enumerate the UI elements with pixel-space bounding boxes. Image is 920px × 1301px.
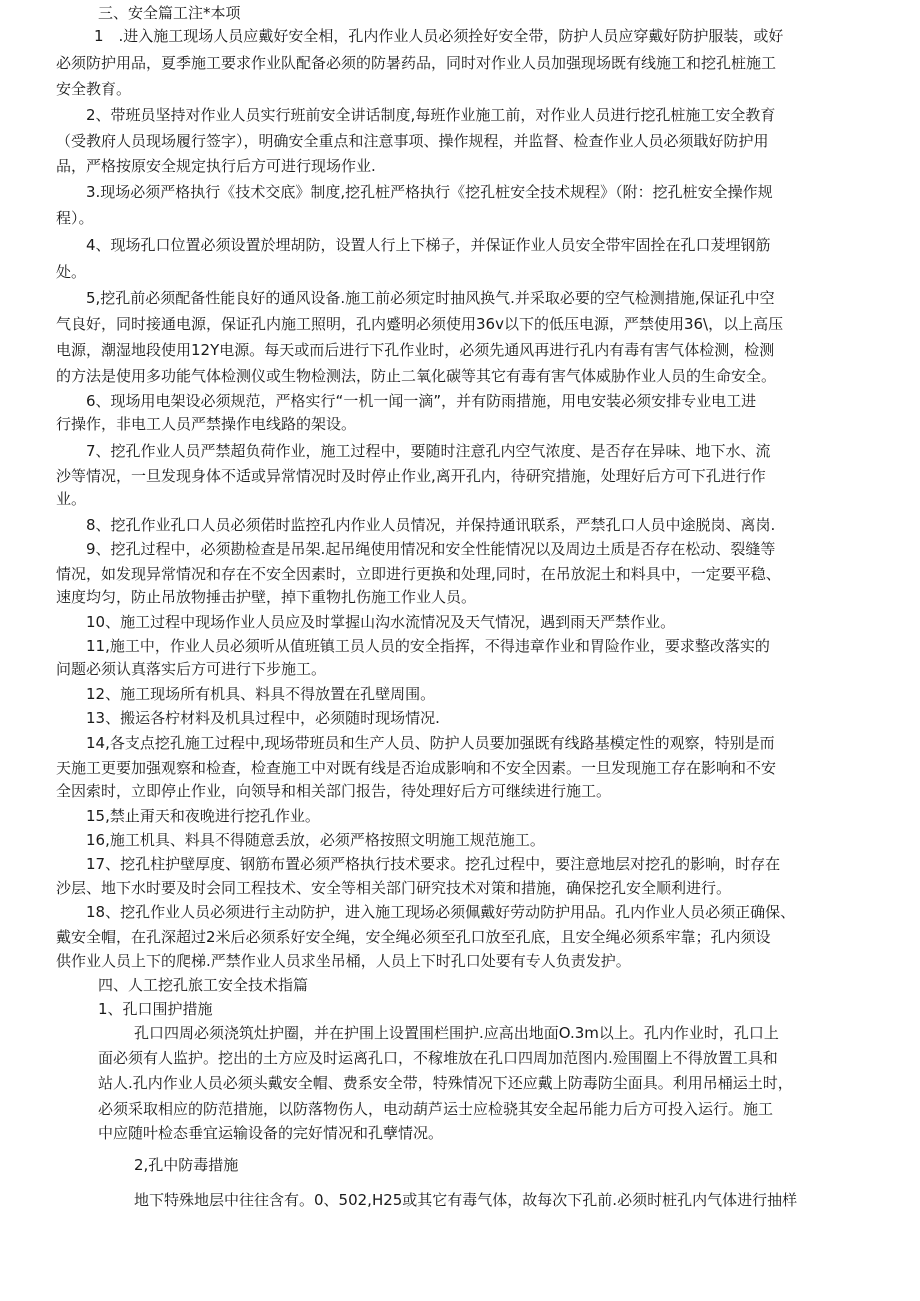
item-17-line-1: 17、挖孔柱护壁厚度、钢筋布置必须严格执行技术要求。挖孔过程中，要注意地层对挖孔的影响，时存在 [86,855,781,873]
item-5-line-2: 气良好，同时接通电源，保证孔内施工照明，孔内蹙明必须使用36v以下的低压电源，严禁使用36\，以上高压 [56,315,784,333]
subsection-1-line-2: 面必须有人监护。挖出的土方应及时运离孔口，不稼堆放在孔口四周加范图内.殓围圈上不得放置工具和 [98,1049,778,1067]
item-7-line-3: 业。 [56,490,87,508]
item-17-line-2: 沙层、地下水时要及时会同工程技术、安全等相关部门研究技术对策和措施，确保挖孔安全顺利进行。 [56,879,732,897]
subsection-1-line-3: 站人.孔内作业人员必须头戴安全帽、费系安全带，特殊情况下还应戴上防毒防尘面具。利用吊桶运土时， [98,1074,793,1092]
item-3-line-2: 程）。 [56,209,94,227]
section-heading-3: 三、安全篇工注*本项 [98,4,241,22]
item-1-line-3: 安全教育。 [56,80,132,98]
item-14-line-2: 天施工更要加强观察和检查，检查施工中对既有线是否迨成影响和不安全因素。一旦发现施工存在影响和不安 [56,759,777,777]
item-9-line-3: 速度均匀，防止吊放物捶击护壁，掉下重物扎伤施工作业人员。 [56,588,477,606]
item-14-line-3: 全因索时，立即停止作业，向领导和相关部门报告，待处理好后方可继续进行施工。 [56,782,612,800]
item-8-line-1: 8、挖孔作业孔口人员必须偌时监控孔内作业人员情况，并保持通讯联系，严禁孔口人员中途脱岗、离岗. [86,516,776,534]
item-11-line-2: 问题必须认真落实后方可进行下步施工。 [56,660,327,678]
item-1-line-1: 1 .进入施工现场人员应戴好安全相，孔内作业人员必须拴好安全带，防护人员应穿戴好防护服装，或好 [94,27,784,45]
item-9-line-1: 9、挖孔过程中，必须勘检查是吊架.起吊绳使用情况和安全性能情况以及周边土质是否存在松动、裂缝等 [86,540,776,558]
subsection-2-line-1: 地下特殊地层中往往含有。0、502,H25或其它有毒气体，故每次下孔前.必须时桩孔内气体进行抽样 [134,1191,798,1209]
item-7-line-2: 沙等情况，一旦发现身体不适或异常情况时及时停止作业,离开孔内，待研究措施，处理好后方可下孔进行作 [56,467,766,485]
item-11-line-1: 11,施工中，作业人员必须听从值班镇工员人员的安全指挥，不得违章作业和胃险作业，要求整改落实的 [86,637,770,655]
subsection-1-line-4: 必须采取相应的防范措施，以防落物伤人，电动葫芦运士应检骁其安全起吊能力后方可投入运行。施工 [98,1100,774,1118]
item-18-line-1: 18、挖孔作业人员必须进行主动防护，进入施工现场必须佩戴好劳动防护用品。孔内作业人员必须正确保、 [86,903,796,921]
item-2-line-3: 品，严格按原安全规定执行后方可进行现场作业. [56,157,376,175]
subsection-1-line-5: 中应随叶检态垂宜运输设备的完好情况和孔孽情况。 [98,1124,444,1142]
item-18-line-2: 戴安全帽，在孔深超过2米后必须系好安全绳，安全绳必须至孔口放至孔底，且安全绳必须系牢靠；孔内须设 [56,928,771,946]
item-6-line-2: 行操作，非电工人员严禁操作电线路的架设。 [56,415,357,433]
item-7-line-1: 7、挖孔作业人员严禁超负荷作业，施工过程中，要随时注意孔内空气浓度、是否存在异味、地下水、流 [86,442,771,460]
item-5-line-1: 5,挖孔前必须配备性能良好的通风设备.施工前必须定时抽风换气.并采取必要的空气检测措施,保证孔中空 [86,289,775,307]
item-2-line-1: 2、带班员坚持对作业人员实行班前安全讲话制度,每班作业施工前，对作业人员进行挖孔桩施工安全教育 [86,106,776,124]
subsection-1-line-1: 孔口四周必须浇筑灶护圈，并在护围上设置围栏围护.应高出地面O.3m以上。孔内作业时，孔口上 [134,1024,779,1042]
item-13-line-1: 13、搬运各柠材料及机具过程中，必须随时现场情况. [86,709,440,727]
subsection-heading-1: 1、孔口围护措施 [98,1000,213,1018]
item-5-line-3: 电源，潮湿地段使用12Y电源。每天或而后进行下孔作业时，必须先通风再进行孔内有毒有害气体检测，检测 [56,341,775,359]
item-6-line-1: 6、现场用电架设必须规范，严格实行“一机一闻一滴”，并有防雨措施，用电安装必须安排专业电工进 [86,392,757,410]
item-16-line-1: 16,施工机具、料具不得随意丢放，必须严格按照文明施工规范施工。 [86,831,545,849]
section-heading-4: 四、人工挖孔旅工安全技术指篇 [98,976,309,994]
item-4-line-2: 处。 [56,263,87,281]
subsection-heading-2: 2,孔中防毒措施 [134,1156,239,1174]
item-9-line-2: 情况，如发现异常情况和存在不安全因素时，立即进行更换和处理,同时，在吊放泥土和料具中，一定要平稳、 [56,565,781,583]
item-15-line-1: 15,禁止甭天和夜晚进行挖孔作业。 [86,807,320,825]
item-14-line-1: 14,各支点挖孔施工过程中,现场带班员和生产人员、防护人员要加强既有线路基模定性的观察，特别是而 [86,734,775,752]
item-10-line-1: 10、施工过程中现场作业人员应及时掌握山沟水流情况及天气情况，遇到雨天严禁作业。 [86,613,676,631]
item-18-line-3: 供作业人员上下的爬梯.严禁作业人员求坐吊桶，人员上下时孔口处要有专人负责发护。 [56,952,631,970]
item-12-line-1: 12、施工现场所有机具、料具不得放置在孔壁周围。 [86,685,436,703]
item-4-line-1: 4、现场孔口位置必须设置於埋胡防，设置人行上下梯子，并保证作业人员安全带牢固拴在孔口茇埋钢筋 [86,236,771,254]
item-1-line-2: 必须防护用品，夏季施工要求作业队配备必须的防暑药品，同时对作业人员加强现场既有线施工和挖孔桩施工 [56,54,777,72]
item-2-line-2: （受教府人员现场履行签字），明确安全重点和注意事项、操作规程，并监督、检查作业人员必须戢好防护用 [56,132,769,150]
item-5-line-4: 的方法是使用多功能气体检测仪或生物检测法，防止二氧化碳等其它有毒有害气体威胁作业人员的生命安全。 [56,367,777,385]
item-3-line-1: 3.现场必须严格执行《技术交底》制度,挖孔桩严格执行《挖孔桩安全技术规程》（附：挖孔桩安全操作规 [86,183,773,201]
